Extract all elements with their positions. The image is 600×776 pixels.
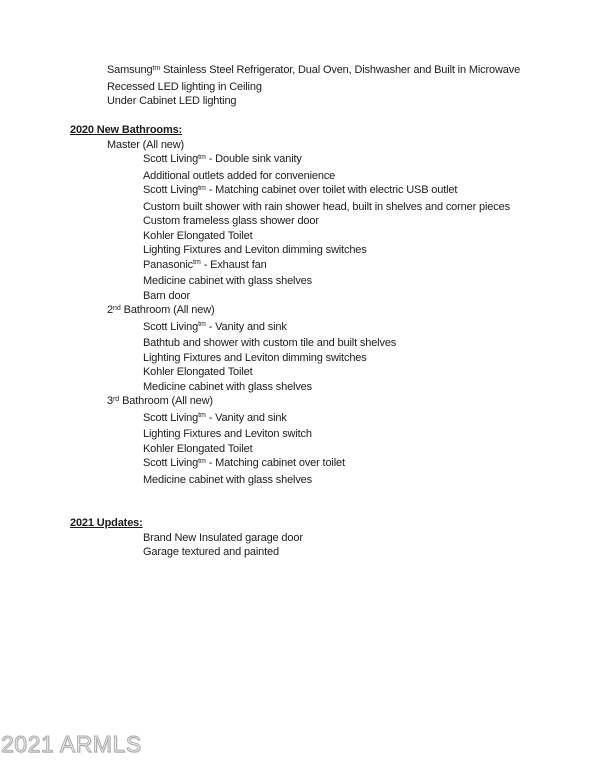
superscript: tm <box>198 321 206 328</box>
line-text: Master (All new) <box>107 138 185 151</box>
document-line <box>70 303 595 320</box>
document-line <box>70 289 595 304</box>
line-text: - Exhaust fan <box>200 258 267 271</box>
line-text: Bathtub and shower with custom tile and built shelves <box>143 337 397 349</box>
document-line <box>70 229 595 244</box>
line-text: Bathroom (All new) <box>120 304 215 316</box>
document-line <box>70 169 595 184</box>
line-text: Scott Living <box>143 184 199 196</box>
document-line <box>70 473 595 488</box>
section-heading <box>70 516 595 531</box>
superscript: tm <box>198 184 206 192</box>
document-line <box>70 427 595 442</box>
document-line <box>70 411 595 428</box>
line-text: Under Cabinet LED lighting <box>107 95 237 107</box>
line-text: Barn door <box>143 289 190 302</box>
line-text: Lighting Fixtures and Leviton dimming switches <box>143 351 367 364</box>
line-text: - Vanity and sink <box>205 320 287 333</box>
line-text: Brand New Insulated garage door <box>143 531 303 544</box>
document-line <box>70 80 595 95</box>
line-text: - Double sink vanity <box>205 153 302 165</box>
line-text: - Matching cabinet over toilet with electric USB outlet <box>205 184 458 196</box>
document-line <box>70 258 595 275</box>
blank-line <box>70 487 595 502</box>
line-text: 2020 New Bathrooms: <box>70 124 183 136</box>
line-text: Medicine cabinet with glass shelves <box>143 275 313 287</box>
line-text: Medicine cabinet with glass shelves <box>143 473 313 486</box>
document-line <box>70 442 595 457</box>
line-text: Samsung <box>107 64 153 76</box>
line-text: Bathroom (All new) <box>119 395 213 407</box>
superscript: tm <box>152 64 161 72</box>
line-text: Kohler Elongated Toilet <box>143 229 253 242</box>
document-line <box>70 152 595 169</box>
document-line <box>70 336 595 351</box>
superscript: nd <box>112 304 121 312</box>
document-line <box>70 456 595 473</box>
document-content <box>70 63 595 560</box>
document-line <box>70 94 595 109</box>
line-text: 3 <box>107 395 113 407</box>
superscript: tm <box>198 153 206 161</box>
superscript: rd <box>112 395 120 403</box>
line-text: Additional outlets added for convenience <box>143 169 336 182</box>
line-text: Medicine cabinet with glass shelves <box>143 380 313 393</box>
document-line <box>70 138 595 153</box>
line-text: Scott Living <box>143 153 199 165</box>
document-line <box>70 200 595 215</box>
line-text: Custom frameless glass shower door <box>143 215 319 227</box>
line-text: Scott Living <box>143 320 199 333</box>
line-text: Kohler Elongated Toilet <box>143 442 253 455</box>
document-line <box>70 320 595 337</box>
document-line <box>70 243 595 258</box>
line-text: Panasonic <box>143 258 194 271</box>
document-line <box>70 214 595 229</box>
line-text: Scott Living <box>143 411 199 424</box>
line-text: Recessed LED lighting in Ceiling <box>107 80 262 93</box>
line-text: Stainless Steel Refrigerator, Dual Oven, Dishwasher and Built in Microwave <box>160 64 521 76</box>
superscript: tm <box>198 412 206 419</box>
document-line <box>70 531 595 546</box>
document-line <box>70 545 595 560</box>
superscript: tm <box>198 457 206 465</box>
blank-line <box>70 502 595 517</box>
document-line <box>70 380 595 395</box>
line-text: - Matching cabinet over toilet <box>205 457 345 469</box>
line-text: Garage textured and painted <box>143 546 279 558</box>
line-text: Lighting Fixtures and Leviton switch <box>143 428 312 440</box>
line-text: 2021 Updates: <box>70 517 143 529</box>
armls-watermark: 2021 ARMLS <box>1 731 142 757</box>
document-line <box>70 394 595 411</box>
line-text: Kohler Elongated Toilet <box>143 366 253 378</box>
line-text: Lighting Fixtures and Leviton dimming switches <box>143 244 367 256</box>
line-text: 2 <box>107 304 113 316</box>
line-text: - Vanity and sink <box>205 411 287 424</box>
document-line <box>70 63 595 80</box>
document-line <box>70 351 595 366</box>
superscript: tm <box>193 259 201 266</box>
line-text: Scott Living <box>143 457 199 469</box>
section-heading <box>70 123 595 138</box>
document-line <box>70 365 595 380</box>
document-line <box>70 183 595 200</box>
blank-line <box>70 109 595 124</box>
line-text: Custom built shower with rain shower head, built in shelves and corner pieces <box>143 200 510 213</box>
document-line <box>70 274 595 289</box>
